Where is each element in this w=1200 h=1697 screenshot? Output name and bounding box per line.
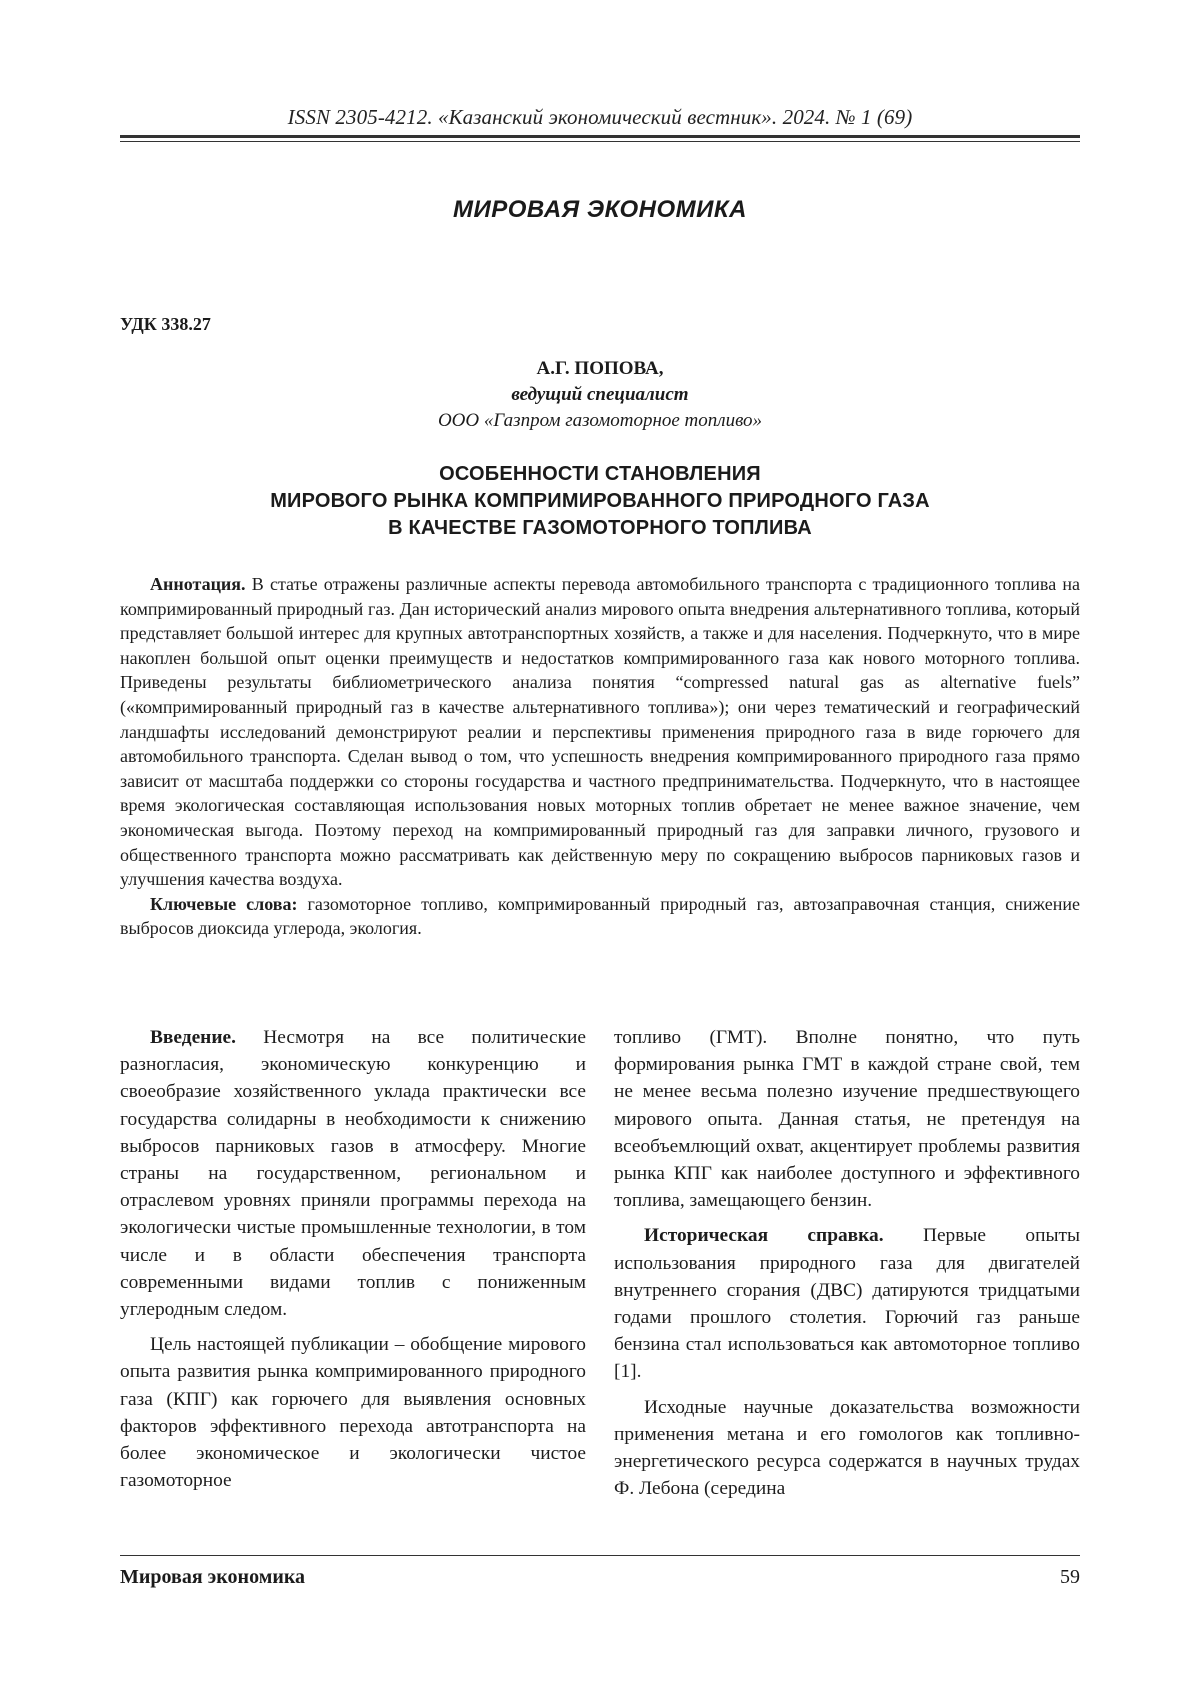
section-title: МИРОВАЯ ЭКОНОМИКА bbox=[452, 196, 748, 223]
intro-text: Несмотря на все политические разногласия, экономическую конкуренцию и своеобразие хозяйственного уклада практически все государства солидарны в необходимости к снижению выбросов парниковых газов в атмосферу. Многие страны на государственном, региональном и отраслевом уровнях приняли программы перехода на экологически чистые промышленные технологии, в том числе и в области обеспечения транспорта современными видами топлив с пониженным углеродным следом. bbox=[120, 1027, 586, 1321]
history-text: Первые опыты использования природного газа для двигателей внутреннего сгорания (ДВС) датируются тридцатыми годами прошлого столетия. Горючий газ раньше бензина стал использоваться как автомоторное топливо [1]. bbox=[614, 1225, 1080, 1383]
goal-paragraph bbox=[120, 1331, 586, 1494]
goal-continuation-paragraph bbox=[614, 1024, 1080, 1214]
intro-label: Введение. bbox=[150, 1027, 236, 1048]
header-rule-thin bbox=[120, 141, 1080, 142]
article-title-line-3: В КАЧЕСТВЕ ГАЗОМОТОРНОГО ТОПЛИВА bbox=[388, 517, 812, 539]
keywords-label: Ключевые слова: bbox=[150, 893, 298, 914]
author-position: ведущий специалист bbox=[511, 384, 689, 405]
footer-section-name: Мировая экономика bbox=[120, 1566, 306, 1588]
goal-continuation-text: топливо (ГМТ). Вполне понятно, что путь формирования рынка ГМТ в каждой стране свой, тем не менее весьма полезно изучение предшествующего мирового опыта. Данная статья, не претендуя на всеобъемлющий охват, акцентирует проблемы развития рынка КПГ как наиболее доступного и эффективного топлива, замещающего бензин. bbox=[614, 1027, 1080, 1212]
footer-rule bbox=[120, 1555, 1080, 1556]
author-name: А.Г. ПОПОВА, bbox=[536, 358, 664, 379]
abstract-paragraph bbox=[120, 572, 1080, 892]
article-title bbox=[120, 461, 1080, 542]
right-column bbox=[614, 1024, 1080, 1510]
article-title-line-2: МИРОВОГО РЫНКА КОМПРИМИРОВАННОГО ПРИРОДНОГО ГАЗА bbox=[270, 490, 930, 512]
goal-text: Цель настоящей публикации – обобщение мирового опыта развития рынка компримированного природного газа (КПГ) как горючего для выявления основных факторов эффективного перехода автотранспорта на более экономическое и экологически чистое газомоторное bbox=[120, 1334, 586, 1492]
header-rule-thick bbox=[120, 135, 1080, 138]
history-paragraph bbox=[614, 1222, 1080, 1385]
page-number: 59 bbox=[1060, 1566, 1080, 1588]
abstract-text: В статье отражены различные аспекты перевода автомобильного транспорта с традиционного топлива на компримированный природный газ. Дан исторический анализ мирового опыта внедрения альтернативного топлива, который представляет большой интерес для крупных автотранспортных хозяйств, а также и для населения. Подчеркнуто, что в мире накоплен большой опыт оценки преимуществ и недостатков компримированного газа как нового моторного топлива. Приведены результаты библиометрического анализа понятия “compressed natural gas as alternative fuels” («компримированный природный газ в качестве альтернативного топлива»); они через тематический и географический ландшафты исследований демонстрируют реалии и перспективы применения природного газа в виде горючего для автомобильного транспорта. Сделан вывод о том, что успешность внедрения компримированного природного газа прямо зависит от масштаба поддержки со стороны государства и частного предпринимательства. Подчеркнуто, что в настоящее время экологическая составляющая использования новых моторных топлив обретает не менее важное значение, чем экономическая выгода. Поэтому переход на компримированный природный газ для заправки личного, грузового и общественного транспорта можно рассматривать как действенную меру по сокращению выбросов парниковых газов и улучшения качества воздуха. bbox=[120, 574, 1080, 890]
evidence-paragraph bbox=[614, 1394, 1080, 1503]
abstract-label: Аннотация. bbox=[150, 574, 246, 594]
evidence-text: Исходные научные доказательства возможности применения метана и его гомологов как топливно-энергетического ресурса содержатся в научных трудах Ф. Лебона (середина bbox=[614, 1396, 1080, 1500]
keywords-text: газомоторное топливо, компримированный природный газ, автозаправочная станция, снижение выбросов диоксида углерода, экология. bbox=[120, 893, 1080, 939]
intro-paragraph bbox=[120, 1024, 586, 1323]
history-label: Историческая справка. bbox=[644, 1225, 884, 1247]
left-column bbox=[120, 1024, 586, 1502]
udk-code: УДК 338.27 bbox=[120, 314, 211, 334]
running-header: ISSN 2305-4212. «Казанский экономический вестник». 2024. № 1 (69) bbox=[287, 105, 913, 129]
author-organization: ООО «Газпром газомоторное топливо» bbox=[437, 410, 763, 431]
article-title-line-1: ОСОБЕННОСТИ СТАНОВЛЕНИЯ bbox=[439, 463, 761, 485]
author-block bbox=[120, 356, 1080, 434]
keywords-paragraph bbox=[120, 892, 1080, 941]
abstract-block bbox=[120, 572, 1080, 941]
